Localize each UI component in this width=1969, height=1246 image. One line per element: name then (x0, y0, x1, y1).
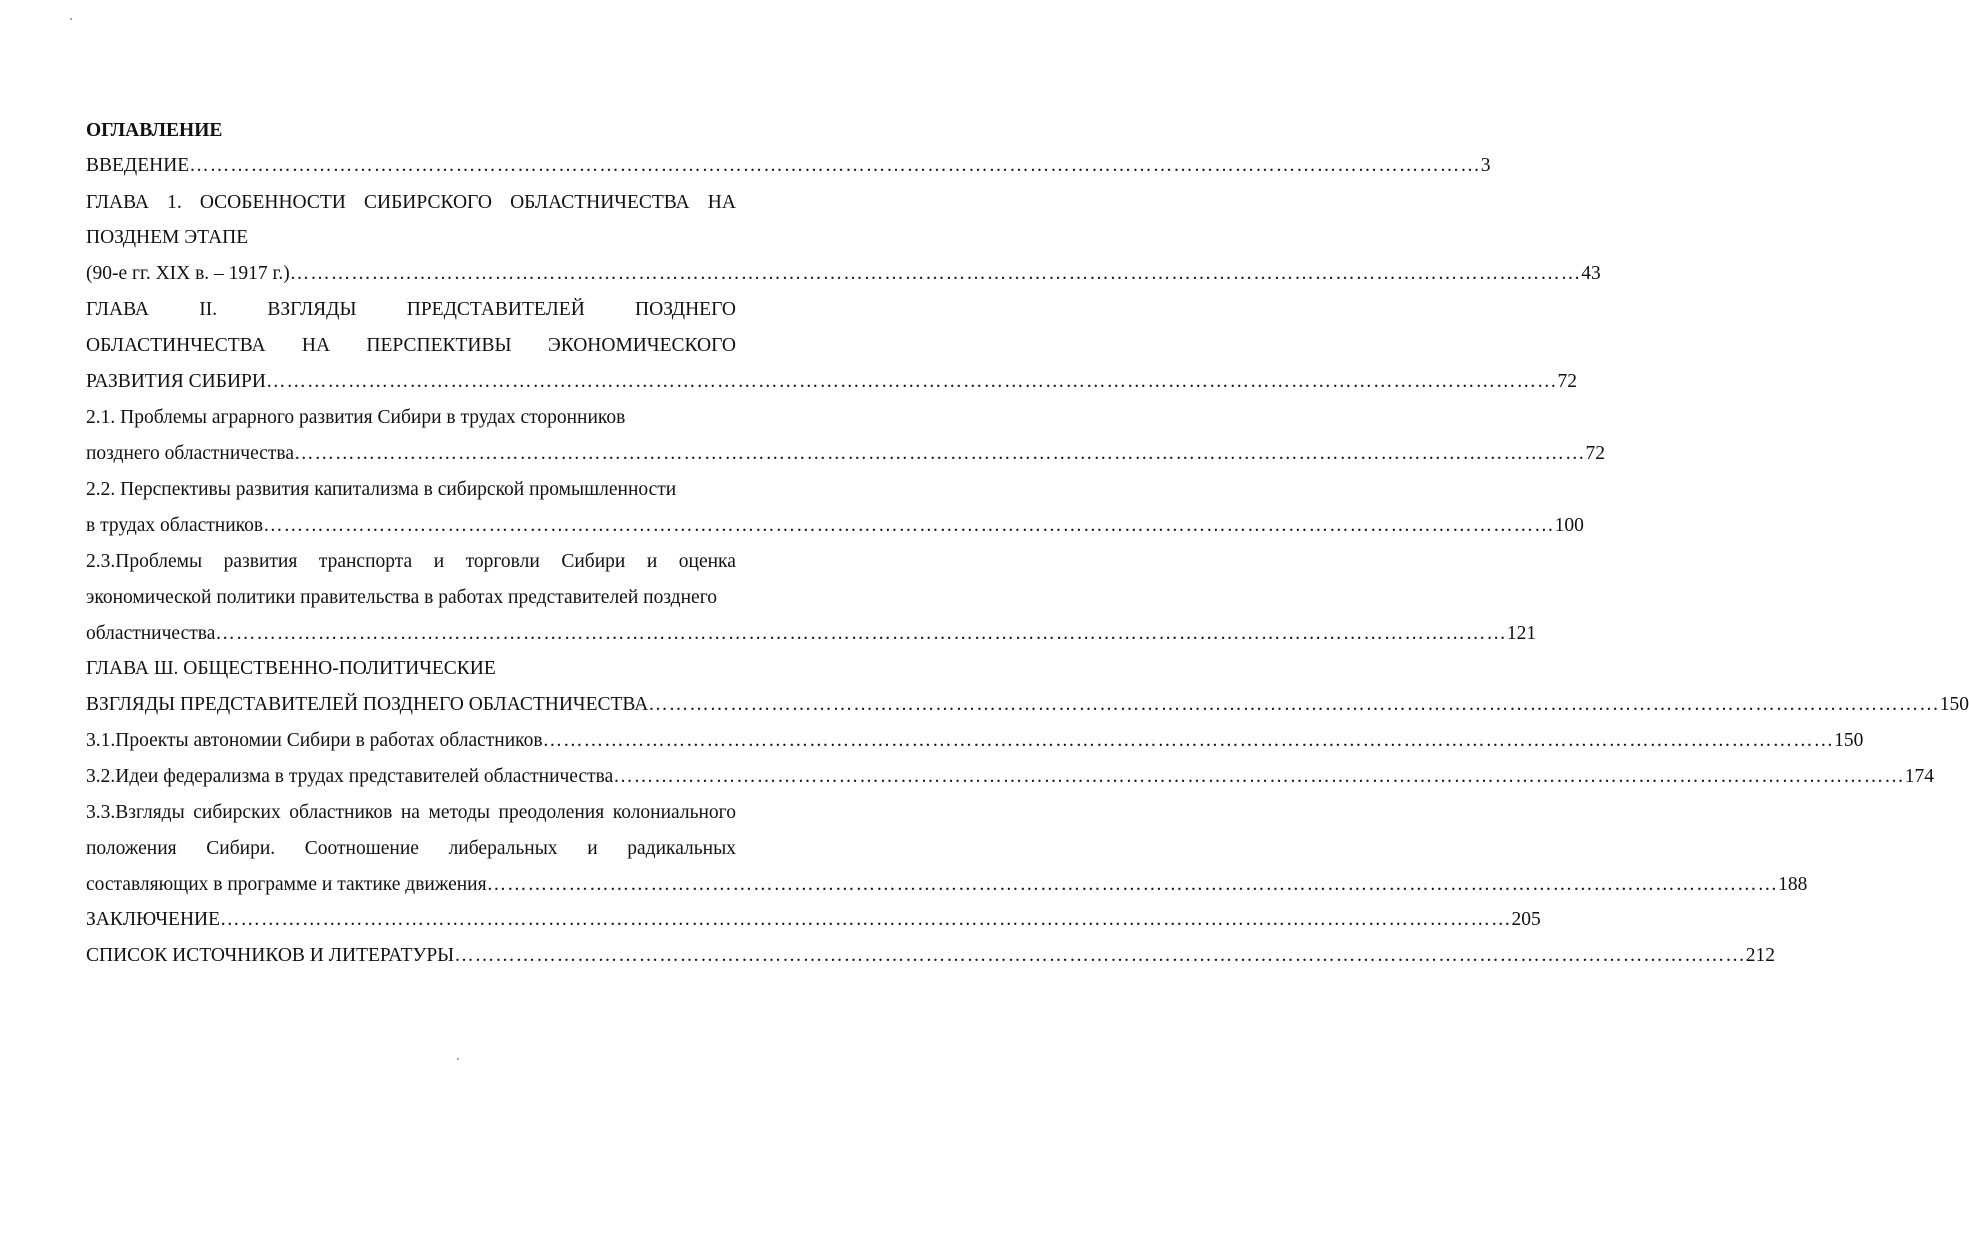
entry-label: ВЗГЛЯДЫ ПРЕДСТАВИТЕЛЕЙ ПОЗДНЕГО ОБЛАСТНИЧЕСТВА (86, 694, 649, 715)
leader-dots: ……………………………………………………………………………………………………………………………………………………………………… (189, 155, 1481, 176)
word: НА (707, 192, 736, 213)
word: методы (428, 802, 490, 823)
word: на (400, 802, 420, 823)
page-number: 174 (1904, 766, 1934, 787)
page-number: 121 (1506, 623, 1537, 644)
toc-entry-intro[interactable] (86, 153, 1491, 179)
word: ОСОБЕННОСТИ (199, 192, 346, 213)
entry-label: (90-е гг. XIX в. – 1917 г.) (86, 263, 290, 284)
leader-dots: ……………………………………………………………………………………………………………………………………………………………………… (486, 874, 1779, 895)
toc-entry-s22-line2[interactable] (86, 513, 1584, 539)
toc-entry-s21-line1[interactable]: 2.1. Проблемы аграрного развития Сибири в трудах сторонников (86, 407, 626, 428)
leader-dots: ……………………………………………………………………………………………………………………………………………………………………… (215, 623, 1507, 644)
word: и (433, 551, 445, 572)
word: сибирских (193, 802, 281, 823)
word: развития (223, 551, 298, 572)
word: торговли (465, 551, 540, 572)
toc-entry-ch3-line1[interactable]: ГЛАВА Ш. ОБЩЕСТВЕННО-ПОЛИТИЧЕСКИЕ (86, 658, 496, 679)
word: радикальных (627, 838, 736, 859)
toc-entry-ch2-line2[interactable] (86, 333, 736, 359)
toc-entry-ch1-line3[interactable] (86, 261, 1601, 287)
toc-entry-s23-line1[interactable] (86, 549, 736, 575)
word: II. (199, 299, 218, 320)
word: НА (301, 335, 331, 356)
toc-entry-ch1-line2: ПОЗДНЕМ ЭТАПЕ (86, 227, 249, 248)
scan-speck (70, 18, 72, 20)
word: Соотношение (304, 838, 419, 859)
word: Сибири (561, 551, 626, 572)
entry-label: составляющих в программе и тактике движения (86, 874, 487, 895)
toc-entry-s23-line2[interactable]: экономической политики правительства в работах представителей позднего (86, 587, 717, 608)
toc-entry-ch3-line2[interactable] (86, 692, 1969, 718)
word: 3.3.Взгляды (86, 802, 185, 823)
word: ГЛАВА (86, 299, 149, 320)
entry-label: в трудах областников (86, 515, 264, 536)
word: 2.3.Проблемы (86, 551, 203, 572)
word: ЭКОНОМИЧЕСКОГО (547, 335, 736, 356)
leader-dots: ……………………………………………………………………………………………………………………………………………………………………… (454, 945, 1746, 966)
word: и (646, 551, 658, 572)
entry-label: областничества (86, 623, 216, 644)
entry-label: 3.2.Идеи федерализма в трудах представителей областничества (86, 766, 614, 787)
toc-entry-ch1-line1[interactable] (86, 190, 736, 216)
toc-entry-ch2-line3[interactable] (86, 369, 1577, 395)
toc-entry-s21-line2[interactable] (86, 441, 1606, 467)
toc-entry-s32[interactable] (86, 764, 1934, 790)
leader-dots: ……………………………………………………………………………………………………………………………………………………………………… (542, 730, 1835, 751)
page-number: 205 (1511, 909, 1541, 930)
page-number: 150 (1834, 730, 1864, 751)
word: Сибири. (206, 838, 276, 859)
word: ПОЗДНЕГО (635, 299, 736, 320)
word: колониального (612, 802, 736, 823)
leader-dots: ……………………………………………………………………………………………………………………………………………………………………… (220, 909, 1512, 930)
word: ПЕРСПЕКТИВЫ (366, 335, 512, 356)
toc-entry-s31[interactable] (86, 728, 1864, 754)
page-number: 72 (1557, 371, 1577, 392)
page-number: 43 (1581, 263, 1601, 284)
toc-entry-conclusion[interactable] (86, 907, 1541, 933)
scan-speck (457, 1058, 459, 1060)
page-number: 150 (1939, 694, 1969, 715)
toc-entry-s33-line3[interactable] (86, 872, 1808, 898)
word: и (587, 838, 598, 859)
toc-entry-s33-line2[interactable] (86, 836, 736, 862)
toc-entry-ch2-line1[interactable] (86, 297, 736, 323)
word: ВЗГЛЯДЫ (267, 299, 357, 320)
leader-dots: ……………………………………………………………………………………………………………………………………………………………………… (648, 694, 1940, 715)
page-number: 212 (1745, 945, 1775, 966)
word: областников (289, 802, 393, 823)
word: ОБЛАСТИНЧЕСТВА (86, 335, 266, 356)
page-number: 100 (1554, 515, 1584, 536)
page-number: 72 (1585, 443, 1606, 464)
word: ОБЛАСТНИЧЕСТВА (510, 192, 690, 213)
word: транспорта (318, 551, 413, 572)
entry-label: ЗАКЛЮЧЕНИЕ (86, 909, 221, 930)
entry-label: СПИСОК ИСТОЧНИКОВ И ЛИТЕРАТУРЫ (86, 945, 455, 966)
toc-heading: ОГЛАВЛЕНИЕ (86, 120, 223, 141)
toc-entry-s23-line3[interactable] (86, 621, 1537, 647)
word: ПРЕДСТАВИТЕЛЕЙ (406, 299, 585, 320)
leader-dots: ……………………………………………………………………………………………………………………………………………………………………… (289, 263, 1582, 284)
leader-dots: ……………………………………………………………………………………………………………………………………………………………………… (265, 371, 1558, 392)
entry-label: позднего областничества (86, 443, 295, 464)
word: оценка (678, 551, 736, 572)
entry-label: РАЗВИТИЯ СИБИРИ (86, 371, 266, 392)
word: СИБИРСКОГО (364, 192, 492, 213)
leader-dots: ……………………………………………………………………………………………………………………………………………………………………… (613, 766, 1905, 787)
leader-dots: ……………………………………………………………………………………………………………………………………………………………………… (263, 515, 1555, 536)
page-number: 3 (1480, 155, 1491, 176)
toc-entry-sources[interactable] (86, 943, 1775, 969)
entry-label: ВВЕДЕНИЕ (86, 155, 190, 176)
word: ГЛАВА (86, 192, 149, 213)
entry-label: 3.1.Проекты автономии Сибири в работах областников (86, 730, 543, 751)
page-number: 188 (1778, 874, 1808, 895)
toc-entry-s22-line1[interactable]: 2.2. Перспективы развития капитализма в сибирской промышленности (86, 479, 677, 500)
word: либеральных (448, 838, 558, 859)
toc-entry-s33-line1[interactable] (86, 800, 736, 826)
leader-dots: ……………………………………………………………………………………………………………………………………………………………………… (294, 443, 1586, 464)
word: положения (86, 838, 177, 859)
word: 1. (167, 192, 182, 213)
word: преодоления (498, 802, 605, 823)
